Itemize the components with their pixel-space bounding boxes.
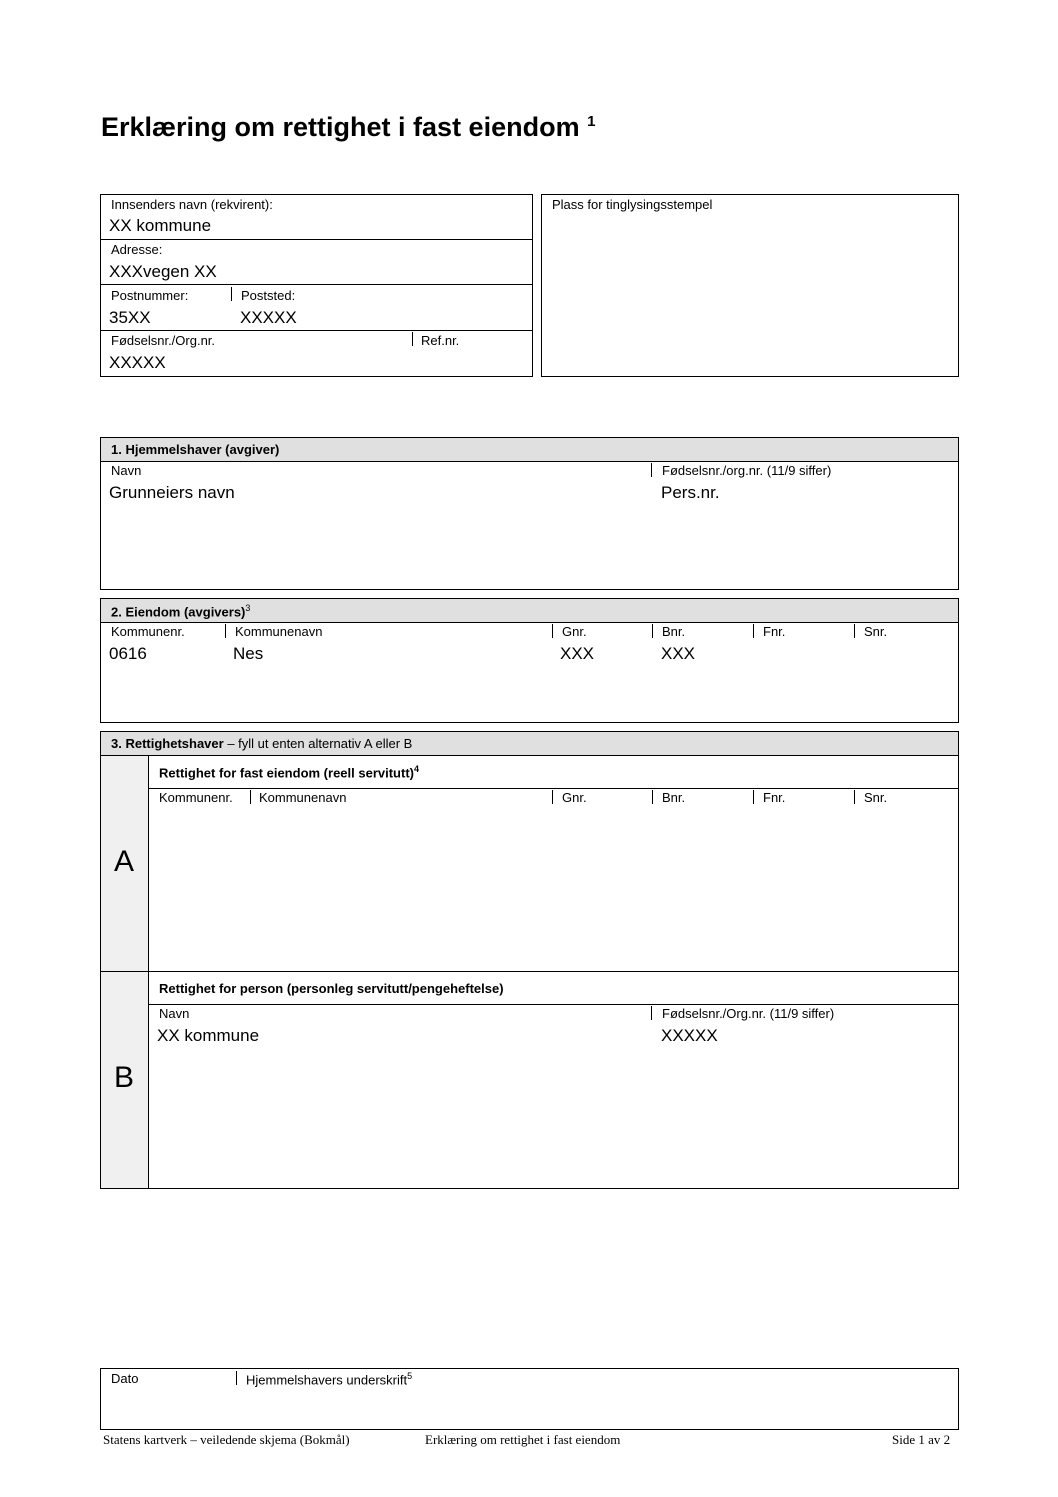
alternative-a-col-snr: Snr. — [864, 790, 888, 805]
alternative-b-name-field[interactable]: XX kommune — [157, 1026, 260, 1045]
postnr-field[interactable]: 35XX — [109, 308, 151, 327]
poststed-field[interactable]: XXXXX — [240, 308, 297, 327]
section1-id-field[interactable]: Pers.nr. — [661, 483, 720, 502]
signature-box — [100, 1368, 959, 1430]
page-title — [101, 112, 595, 143]
alternative-b-title: Rettighet for person (personleg servitutt/pengeheftelse) — [159, 981, 504, 996]
alternative-b-id-label: Fødselsnr./Org.nr. (11/9 siffer) — [662, 1006, 835, 1021]
poststed-label: Poststed: — [241, 288, 296, 303]
address-label: Adresse: — [111, 242, 163, 257]
alternative-a-title: Rettighet for fast eiendom (reell servitutt)$^4$ — [159, 764, 419, 781]
alternative-a-col-kommunenavn: Kommunenavn — [259, 790, 347, 805]
orgnr-field[interactable]: XXXXX — [109, 353, 166, 372]
refnr-label: Ref.nr. — [421, 333, 460, 348]
date-label: Dato — [111, 1371, 139, 1386]
section2-col-fnr: Fnr. — [763, 624, 786, 639]
title-footnote: 1 — [587, 113, 596, 130]
section2-col-bnr: Bnr. — [662, 624, 686, 639]
alternative-a-col-kommunenr: Kommunenr. — [159, 790, 233, 805]
section3-header: 3. Rettighetshaver – fyll ut enten alternativ A eller B — [101, 732, 958, 755]
section2-bnr-field[interactable]: XXX — [661, 644, 696, 663]
section2-col-snr: Snr. — [864, 624, 888, 639]
section2-col-gnr: Gnr. — [562, 624, 587, 639]
stamp-label: Plass for tinglysingsstempel — [552, 197, 713, 212]
alternative-b-letter: B — [113, 1061, 134, 1094]
submitter-name-field[interactable]: XX kommune — [109, 216, 212, 235]
postnr-label: Postnummer: — [111, 288, 189, 303]
orgnr-label: Fødselsnr./Org.nr. — [111, 333, 216, 348]
alternative-b-name-label: Navn — [159, 1006, 190, 1021]
alternative-b-id-field[interactable]: XXXXX — [661, 1026, 718, 1045]
section2-kommunenr-field[interactable]: 0616 — [109, 644, 147, 663]
alternative-a-col-bnr: Bnr. — [662, 790, 686, 805]
alternative-a-letter: A — [113, 845, 134, 878]
section2-col-kommunenr: Kommunenr. — [111, 624, 185, 639]
title-text: Erklæring om rettighet i fast eiendom — [101, 112, 580, 142]
alternative-a-col-gnr: Gnr. — [562, 790, 587, 805]
section2-header: 2. Eiendom (avgivers)$^3$ — [101, 599, 958, 622]
footer-left: Statens kartverk – veiledende skjema (Bokmål) — [103, 1432, 350, 1447]
section1-name-label: Navn — [111, 463, 142, 478]
stamp-box — [541, 194, 959, 377]
section1-name-field[interactable]: Grunneiers navn — [109, 483, 235, 502]
alternative-a-col-fnr: Fnr. — [763, 790, 786, 805]
section1-id-label: Fødselsnr./org.nr. (11/9 siffer) — [662, 463, 832, 478]
signature-label: Hjemmelshavers underskrift$^5$ — [246, 1371, 413, 1388]
footer-center: Erklæring om rettighet i fast eiendom — [425, 1432, 621, 1447]
section2-gnr-field[interactable]: XXX — [560, 644, 595, 663]
address-field[interactable]: XXXvegen XX — [109, 262, 217, 281]
footer-right: Side 1 av 2 — [892, 1432, 951, 1447]
submitter-name-label: Innsenders navn (rekvirent): — [111, 197, 273, 212]
section2-col-kommunenavn: Kommunenavn — [235, 624, 323, 639]
section1-header: 1. Hjemmelshaver (avgiver) — [101, 438, 958, 461]
section2-kommunenavn-field[interactable]: Nes — [233, 644, 264, 663]
